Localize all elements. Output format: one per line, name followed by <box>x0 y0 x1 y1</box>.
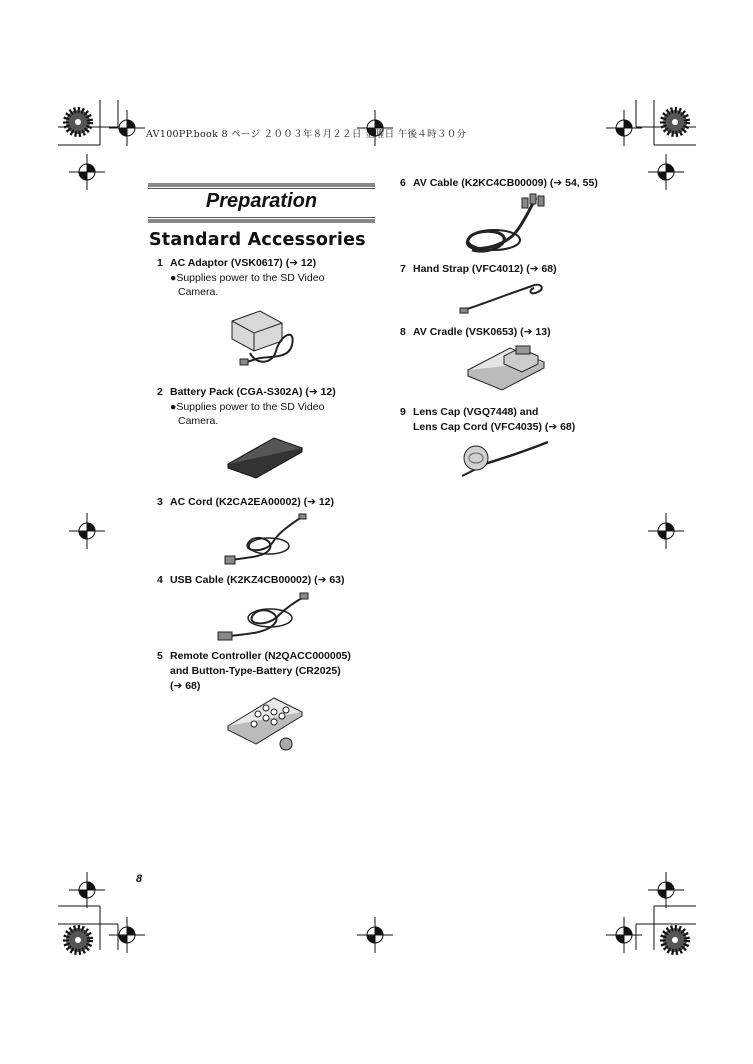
item-number: 4 <box>157 574 163 586</box>
item-5-label-line-2: and Button-Type-Battery (CR2025) <box>170 665 341 677</box>
ac-adaptor-illustration <box>226 307 306 369</box>
item-label: AV Cradle (VSK0653) (➔ 13) <box>413 326 551 338</box>
item-2-note-cont: Camera. <box>178 415 219 427</box>
item-label: Battery Pack (CGA-S302A) (➔ 12) <box>170 386 336 398</box>
item-1-note: ●Supplies power to the SD Video <box>170 272 325 284</box>
page-number: 8 <box>136 873 143 885</box>
item-label: AC Adaptor (VSK0617) (➔ 12) <box>170 257 317 269</box>
ac-cord-illustration <box>219 512 309 568</box>
lens-cap-illustration <box>458 438 554 480</box>
item-number: 5 <box>157 650 163 662</box>
title-rule-bottom-thin <box>148 217 375 218</box>
item-9-label-line-2: Lens Cap Cord (VFC4035) (➔ 68) <box>413 421 576 433</box>
item-number: 9 <box>400 406 406 418</box>
item-number: 8 <box>400 326 406 338</box>
usb-cable-illustration <box>214 592 310 646</box>
title-rule-top <box>148 183 375 187</box>
item-5-label-line-3: (➔ 68) <box>170 680 201 692</box>
av-cable-illustration <box>458 192 548 258</box>
item-number: 7 <box>400 263 406 275</box>
item-number: 6 <box>400 177 406 189</box>
item-label: Hand Strap (VFC4012) (➔ 68) <box>413 263 557 275</box>
title-rule-bottom <box>148 219 375 223</box>
hand-strap-illustration <box>458 280 548 316</box>
item-number: 3 <box>157 496 163 508</box>
battery-pack-illustration <box>226 436 306 476</box>
av-cradle-illustration <box>464 342 548 390</box>
item-2-note: ●Supplies power to the SD Video <box>170 401 325 413</box>
page-heading: Standard Accessories <box>149 230 366 250</box>
section-title: Preparation <box>205 190 318 212</box>
item-label: Lens Cap (VGQ7448) and <box>413 406 539 418</box>
item-label: Remote Controller (N2QACC000005) <box>170 650 351 662</box>
item-label: USB Cable (K2KZ4CB00002) (➔ 63) <box>170 574 345 586</box>
title-rule-top-thin <box>148 188 375 189</box>
item-number: 1 <box>157 257 163 269</box>
item-1-note-cont: Camera. <box>178 286 219 298</box>
item-label: AV Cable (K2KC4CB00009) (➔ 54, 55) <box>413 177 598 189</box>
item-number: 2 <box>157 386 163 398</box>
book-header-line: AV100PP.book 8 ページ ２００３年８月２２日 金曜日 午後４時３０分 <box>146 129 467 140</box>
item-label: AC Cord (K2CA2EA00002) (➔ 12) <box>170 496 335 508</box>
remote-controller-illustration <box>224 696 314 752</box>
